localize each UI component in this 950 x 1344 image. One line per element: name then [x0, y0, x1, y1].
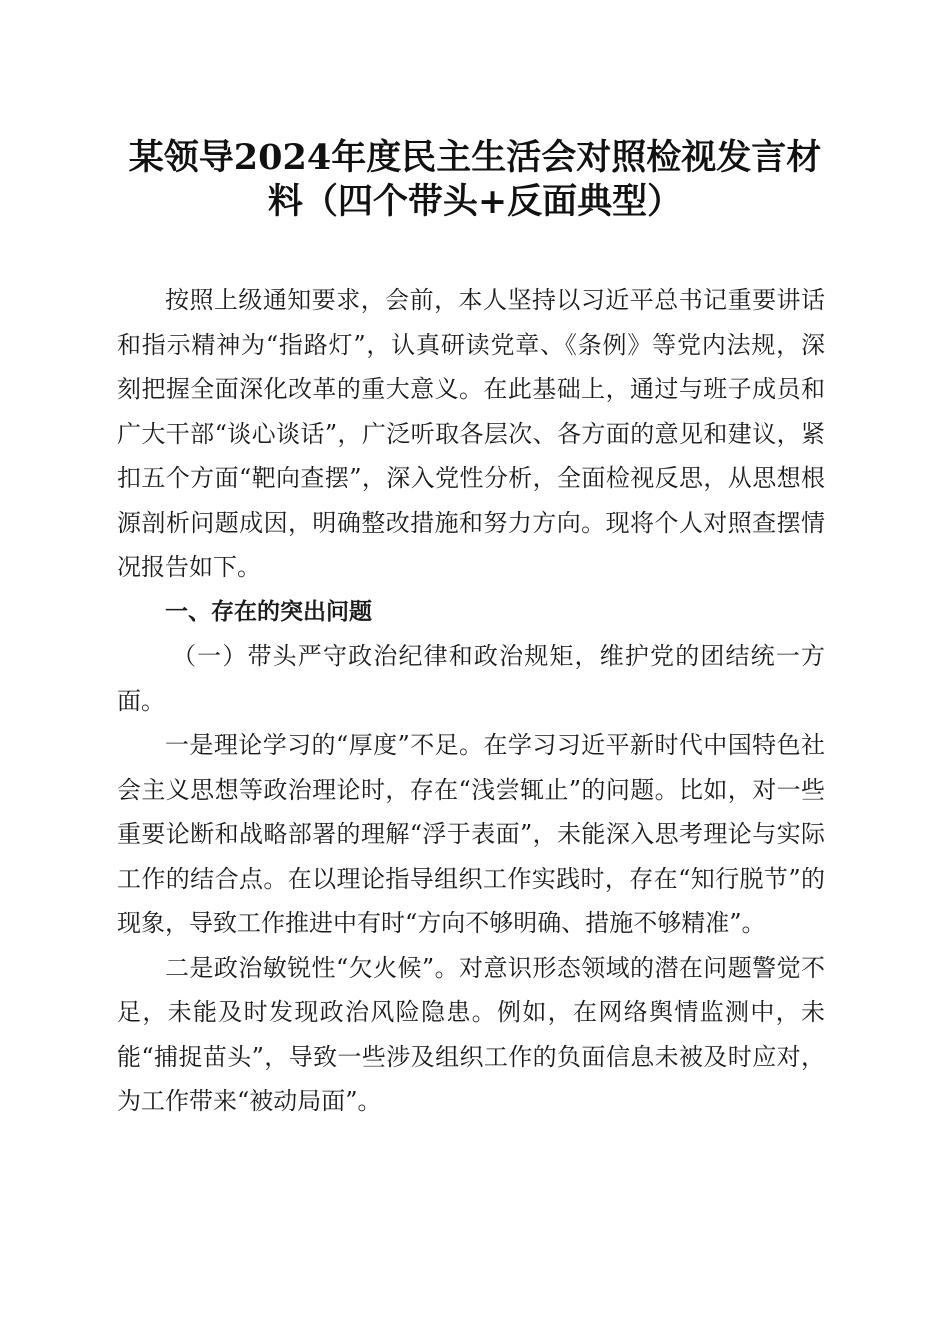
intro-paragraph: 按照上级通知要求，会前，本人坚持以习近平总书记重要讲话和指示精神为“指路灯”，认真研读党章、《条例》等党内法规，深刻把握全面深化改革的重大意义。在此基础上，通过与班子成员和广大干部“谈心谈话”，广泛听取各层次、各方面的意见和建议，紧扣五个方面“靶向查摆”，深入党性分析，全面检视反思，从思想根源剖析问题成因，明确整改措施和努力方向。现将个人对照查摆情况报告如下。 — [117, 286, 825, 581]
body-paragraph: 一是理论学习的“厚度”不足。在学习习近平新时代中国特色社会主义思想等政治理论时，存在“浅尝辄止”的问题。比如，对一些重要论断和战略部署的理解“浮于表面”，未能深入思考理论与实际工作的结合点。在以理论指导组织工作实践时，存在“知行脱节”的现象，导致工作推进中有时“方向不够明确、措施不够精准”。 — [117, 731, 825, 937]
section-heading: 一、存在的突出问题 — [165, 598, 372, 625]
body-paragraph: 二是政治敏锐性“欠火候”。对意识形态领域的潜在问题警觉不足，未能及时发现政治风险隐患。例如，在网络舆情监测中，未能“捕捉苗头”，导致一些涉及组织工作的负面信息未被及时应对，为工作带来“被动局面”。 — [117, 953, 825, 1115]
subsection-heading: （一）带头严守政治纪律和政治规矩，维护党的团结统一方面。 — [117, 642, 825, 715]
document-body — [117, 278, 825, 1124]
document-title: 某领导2024年度民主生活会对照检视发言材料（四个带头+反面典型） — [128, 137, 822, 222]
